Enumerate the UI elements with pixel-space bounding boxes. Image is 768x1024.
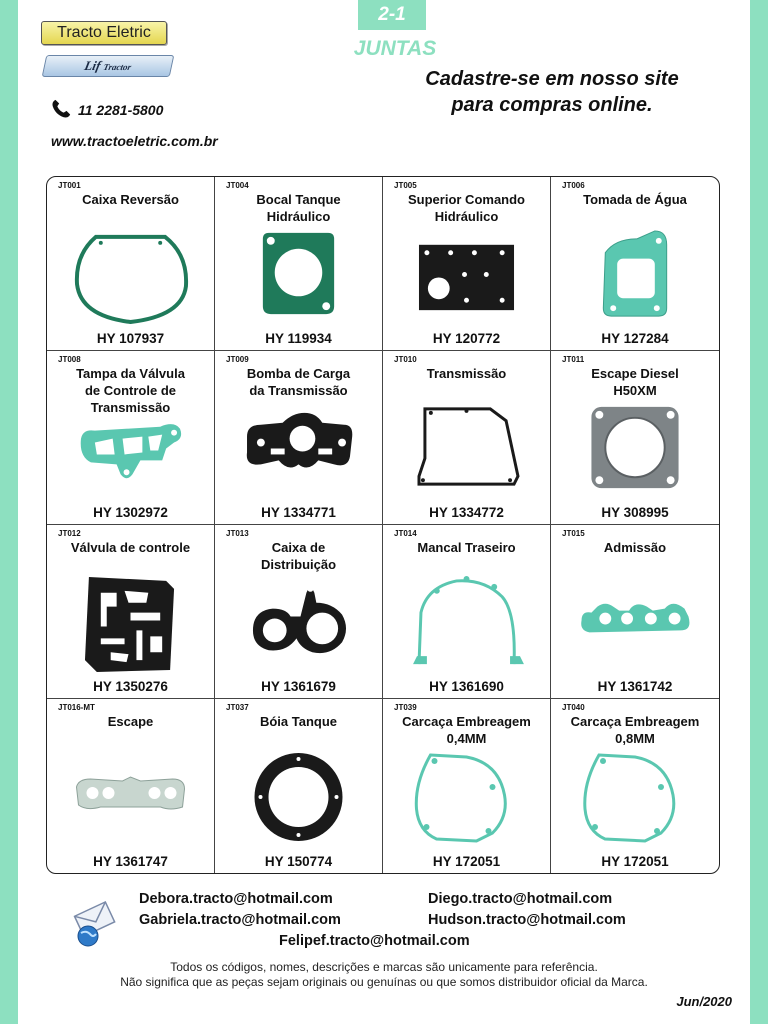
product-card[interactable] bbox=[215, 525, 383, 699]
part-number: HY 127284 bbox=[601, 331, 669, 346]
product-code: JT001 bbox=[58, 181, 81, 190]
product-name: Válvula de controle bbox=[70, 540, 191, 555]
website-link[interactable]: www.tractoeletric.com.br bbox=[51, 133, 218, 149]
product-code: JT006 bbox=[562, 181, 585, 190]
disclaimer-line-2: Não significa que as peças sejam originais ou genuínas ou que somos distribuidor oficial da Marca. bbox=[120, 975, 648, 989]
product-name: Superior Comando Hidráulico bbox=[407, 192, 525, 224]
part-number: HY 1361690 bbox=[429, 679, 504, 694]
section-title: JUNTAS bbox=[353, 37, 437, 60]
part-number: HY 172051 bbox=[601, 854, 669, 869]
product-card[interactable] bbox=[383, 177, 551, 351]
product-code: JT016-MT bbox=[58, 703, 95, 712]
product-card[interactable] bbox=[47, 177, 215, 351]
product-card[interactable] bbox=[551, 525, 719, 699]
tracto-eletric-logo: Tracto Eletric bbox=[41, 21, 167, 45]
part-number: HY 1302972 bbox=[93, 505, 168, 520]
gasket-transmission-icon bbox=[405, 399, 528, 498]
disclaimer bbox=[60, 960, 708, 990]
product-name: Escape Diesel H50XM bbox=[591, 366, 679, 398]
product-card[interactable] bbox=[47, 525, 215, 699]
gasket-clutch-icon bbox=[573, 747, 697, 847]
product-code: JT011 bbox=[562, 355, 585, 364]
product-name: Mancal Traseiro bbox=[417, 540, 516, 555]
product-card[interactable] bbox=[551, 177, 719, 351]
product-code: JT012 bbox=[58, 529, 81, 538]
gasket-ring-icon bbox=[237, 747, 360, 847]
product-code: JT009 bbox=[226, 355, 249, 364]
product-code: JT014 bbox=[394, 529, 417, 538]
product-name: Bóia Tanque bbox=[259, 714, 338, 729]
part-number: HY 1361679 bbox=[261, 679, 336, 694]
email-hudson[interactable]: Hudson.tracto@hotmail.com bbox=[428, 912, 626, 928]
part-number: HY 308995 bbox=[601, 505, 669, 520]
lif-logo-sub: Tractor bbox=[102, 62, 133, 72]
product-name: Caixa de Distribuição bbox=[260, 540, 337, 572]
gasket-flange-icon bbox=[573, 225, 697, 324]
part-number: HY 119934 bbox=[265, 331, 332, 346]
product-grid-frame bbox=[46, 176, 720, 874]
gasket-intake-icon bbox=[573, 573, 697, 672]
left-accent-bar bbox=[0, 0, 18, 1024]
product-name: Tampa da Válvula de Controle de Transmissão bbox=[76, 366, 185, 415]
product-code: JT008 bbox=[58, 355, 81, 364]
product-code: JT039 bbox=[394, 703, 417, 712]
product-card[interactable] bbox=[551, 699, 719, 873]
product-card[interactable] bbox=[551, 351, 719, 525]
product-name: Bocal Tanque Hidráulico bbox=[256, 192, 341, 224]
product-grid bbox=[47, 177, 719, 873]
disclaimer-line-1: Todos os códigos, nomes, descrições e marcas são unicamente para referência. bbox=[170, 960, 598, 974]
product-code: JT013 bbox=[226, 529, 249, 538]
product-code: JT015 bbox=[562, 529, 585, 538]
product-code: JT040 bbox=[562, 703, 585, 712]
product-name: Escape bbox=[107, 714, 154, 729]
part-number: HY 1350276 bbox=[93, 679, 168, 694]
gasket-exhaust-icon bbox=[573, 399, 697, 498]
product-card[interactable] bbox=[47, 351, 215, 525]
promo-line-2: para compras online. bbox=[451, 94, 653, 116]
product-name: Tomada de Água bbox=[583, 192, 687, 207]
gasket-pump-icon bbox=[237, 399, 360, 498]
email-icon bbox=[72, 900, 118, 948]
product-card[interactable] bbox=[383, 699, 551, 873]
email-felipef[interactable]: Felipef.tracto@hotmail.com bbox=[279, 933, 470, 949]
gasket-valve-cover-icon bbox=[69, 399, 192, 498]
product-card[interactable] bbox=[383, 525, 551, 699]
promo-line-1: Cadastre-se em nosso site bbox=[425, 68, 679, 90]
gasket-bearing-icon bbox=[405, 573, 528, 672]
product-code: JT010 bbox=[394, 355, 417, 364]
part-number: HY 120772 bbox=[432, 331, 501, 346]
product-code: JT037 bbox=[226, 703, 249, 712]
email-debora[interactable]: Debora.tracto@hotmail.com bbox=[139, 891, 333, 907]
part-number: HY 172051 bbox=[432, 854, 501, 869]
email-gabriela[interactable]: Gabriela.tracto@hotmail.com bbox=[139, 912, 341, 928]
email-diego[interactable]: Diego.tracto@hotmail.com bbox=[428, 891, 613, 907]
part-number: HY 150774 bbox=[264, 854, 333, 869]
part-number: HY 1361747 bbox=[93, 854, 168, 869]
right-accent-bar bbox=[750, 0, 768, 1024]
page-number: 2-1 bbox=[358, 0, 426, 30]
product-card[interactable] bbox=[383, 351, 551, 525]
product-card[interactable] bbox=[215, 699, 383, 873]
product-code: JT005 bbox=[394, 181, 417, 190]
product-card[interactable] bbox=[215, 351, 383, 525]
gasket-clutch-icon bbox=[405, 747, 528, 847]
gasket-round-icon bbox=[69, 225, 192, 324]
part-number: HY 1334771 bbox=[261, 505, 336, 520]
gasket-distribution-icon bbox=[237, 573, 360, 672]
gasket-manifold-icon bbox=[69, 747, 192, 847]
product-name: Transmissão bbox=[426, 366, 507, 381]
product-name: Carcaça Embreagem 0,4MM bbox=[402, 714, 531, 746]
gasket-square-icon bbox=[237, 225, 360, 324]
part-number: HY 107937 bbox=[96, 331, 165, 346]
phone-icon bbox=[50, 98, 72, 120]
product-name: Caixa Reversão bbox=[82, 192, 179, 207]
product-name: Carcaça Embreagem 0,8MM bbox=[570, 714, 700, 746]
phone-number[interactable]: 11 2281-5800 bbox=[78, 102, 164, 118]
product-name: Bomba de Carga da Transmissão bbox=[246, 366, 351, 398]
product-name: Admissão bbox=[603, 540, 667, 555]
promo-text bbox=[392, 66, 712, 118]
part-number: HY 1334772 bbox=[429, 505, 504, 520]
part-number: HY 1361742 bbox=[597, 679, 673, 694]
product-code: JT004 bbox=[226, 181, 249, 190]
lif-logo-main: Lif bbox=[83, 58, 103, 73]
product-card[interactable] bbox=[47, 699, 215, 873]
edition-date: Jun/2020 bbox=[676, 994, 732, 1009]
gasket-plate-icon bbox=[405, 225, 528, 324]
product-card[interactable] bbox=[215, 177, 383, 351]
gasket-control-valve-icon bbox=[69, 573, 192, 672]
lif-tractor-logo bbox=[42, 55, 175, 77]
